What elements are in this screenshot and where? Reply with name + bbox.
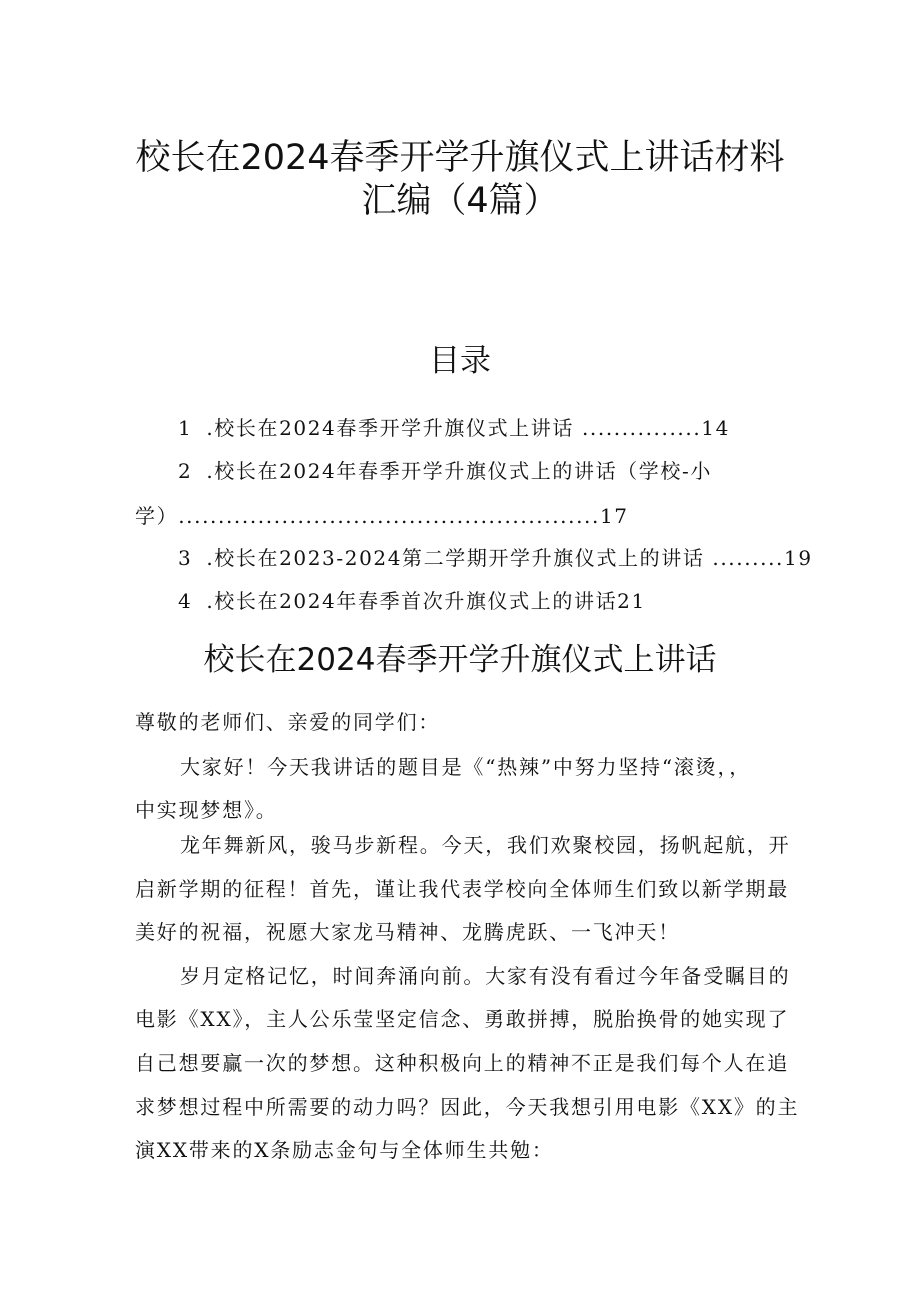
toc-entry-2-continuation[interactable]	[135, 502, 629, 530]
toc-entry-number: 3	[178, 546, 193, 570]
document-title-line-1: 校长在2024春季开学升旗仪式上讲话材料	[135, 138, 785, 178]
body-paragraph-line: 岁月定格记忆，时间奔涌向前。大家有没有看过今年备受瞩目的	[180, 964, 791, 988]
toc-entry-text: .校长在2023-2024第二学期开学升旗仪式上的讲话 .........19	[206, 546, 813, 570]
body-paragraph-line: 美好的祝福，祝愿大家龙马精神、龙腾虎跃、一飞冲天！	[135, 920, 680, 944]
body-paragraph-line: 龙年舞新风，骏马步新程。今天，我们欢聚校园，扬帆起航，开	[180, 833, 791, 857]
toc-entry-3[interactable]	[178, 544, 813, 572]
body-paragraph-line: 演XX带来的X条励志金句与全体师生共勉：	[135, 1138, 554, 1162]
body-paragraph-line: 大家好！今天我讲话的题目是《“热辣”中努力坚持“滚烫，，	[180, 755, 752, 779]
toc-entry-text: .校长在2024春季开学升旗仪式上讲话 ...............14	[206, 416, 730, 440]
toc-entry-number: 4	[178, 589, 193, 613]
toc-entry-1[interactable]	[178, 414, 730, 442]
body-paragraph-line: 尊敬的老师们、亲爱的同学们：	[135, 710, 441, 734]
document-title-line-2: 汇编（4篇）	[361, 181, 559, 221]
section-title: 校长在2024春季开学升旗仪式上讲话	[203, 642, 717, 678]
body-paragraph-line: 中实现梦想》。	[135, 798, 278, 822]
toc-entry-text: 学）.....................................................17	[135, 504, 629, 528]
toc-entry-text: .校长在2024年春季开学升旗仪式上的讲话（学校-小	[206, 459, 712, 483]
toc-entry-text: .校长在2024年春季首次升旗仪式上的讲话21	[206, 589, 646, 613]
body-paragraph-line: 启新学期的征程！首先，谨让我代表学校向全体师生们致以新学期最	[135, 877, 789, 901]
body-paragraph-line: 自己想要赢一次的梦想。这种积极向上的精神不正是我们每个人在追	[135, 1051, 789, 1075]
body-paragraph-line: 求梦想过程中所需要的动力吗？因此，今天我想引用电影《XX》的主	[135, 1095, 800, 1119]
toc-entry-2[interactable]	[178, 457, 712, 485]
toc-entry-number: 1	[178, 416, 193, 440]
toc-entry-4[interactable]	[178, 587, 646, 615]
body-paragraph-line: 电影《XX》，主人公乐莹坚定信念、勇敢拼搏，脱胎换骨的她实现了	[135, 1007, 790, 1031]
toc-heading: 目录	[429, 343, 491, 379]
toc-entry-number: 2	[178, 459, 193, 483]
